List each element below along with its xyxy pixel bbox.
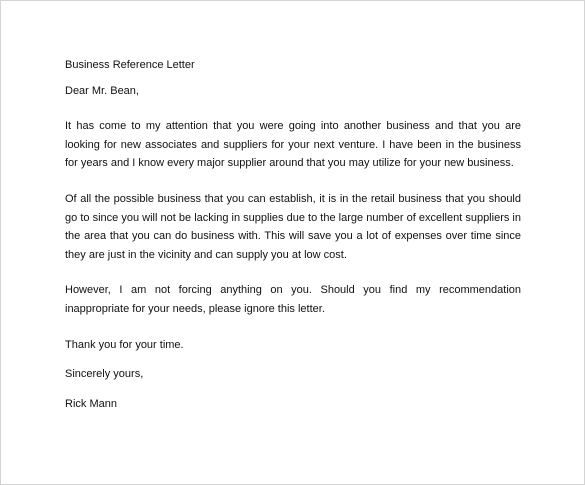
- letter-title: Business Reference Letter: [65, 59, 195, 71]
- letter-salutation: Dear Mr. Bean,: [65, 84, 139, 97]
- letter-thanks: Thank you for your time.: [65, 338, 184, 351]
- letter-closing: Sincerely yours,: [65, 368, 144, 381]
- letter-body: [65, 56, 521, 413]
- letter-paragraph-3: However, I am not forcing anything on you. Should you find my recommendation inappropriate for your needs, please ignore this letter.: [65, 284, 521, 315]
- letter-paragraph-1: It has come to my attention that you were going into another business and that you are looking for new associates and suppliers for your next venture. I have been in the business for years and I know every major supplier around that you may utilize for your new business.: [65, 120, 521, 170]
- letter-paragraph-2: Of all the possible business that you can establish, it is in the retail business that you should go to since you will not be lacking in supplies due to the large number of excellent suppliers in the area that you can do business with. This will save you a lot of expenses over time since they are just in the vicinity and can supply you at low cost.: [65, 192, 521, 261]
- letter-signature: Rick Mann: [65, 397, 117, 410]
